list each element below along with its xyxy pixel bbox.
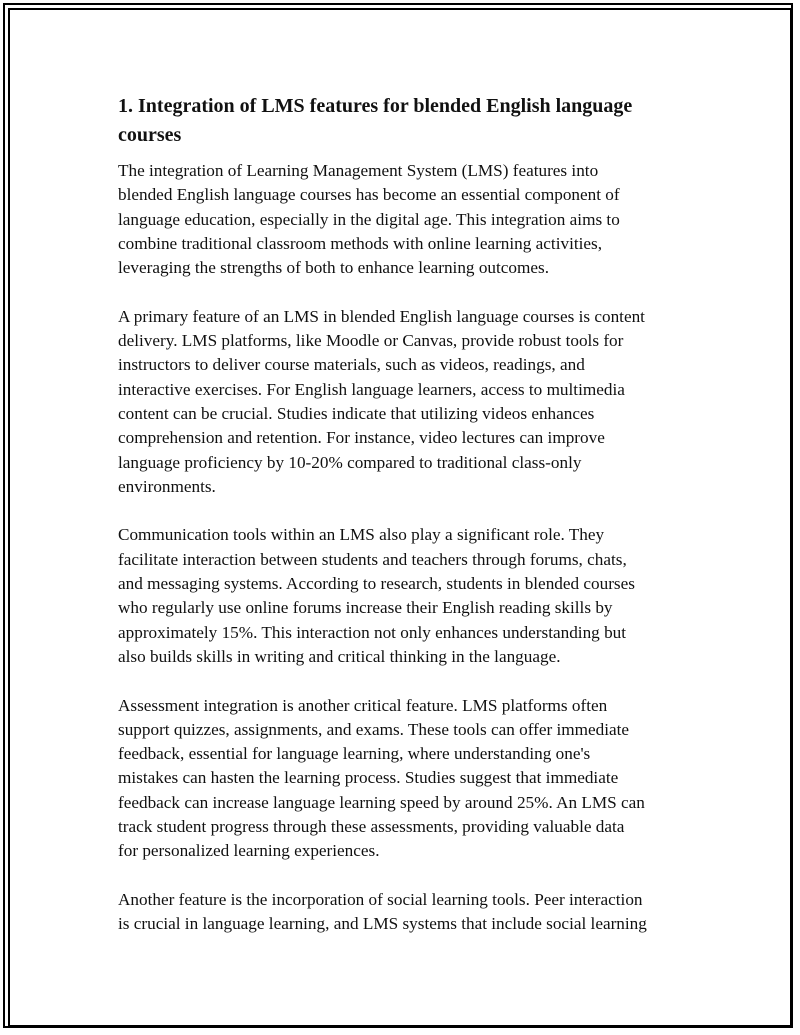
text-line: interactive exercises. For English language learners, access to multimedia: [118, 379, 625, 399]
text-line: facilitate interaction between students and teachers through forums, chats,: [118, 549, 627, 569]
text-line: environments.: [118, 476, 216, 496]
text-line: Assessment integration is another critical feature. LMS platforms often: [118, 695, 608, 715]
text-line: combine traditional classroom methods with online learning activities,: [118, 233, 603, 253]
text-line: The integration of Learning Management System (LMS) features into: [118, 161, 599, 180]
text-line: A primary feature of an LMS in blended English language courses is content: [118, 306, 645, 326]
text-line: blended English language courses has become an essential component of: [118, 185, 620, 205]
paragraph-communication-tools: [118, 523, 688, 669]
paragraph-social-learning: [118, 888, 688, 937]
text-line: leveraging the strengths of both to enhance learning outcomes.: [118, 258, 549, 278]
text-line: feedback, essential for language learning, where understanding one's: [118, 744, 591, 764]
heading-line: 1. Integration of LMS features for blended English language: [118, 95, 633, 117]
text-line: approximately 15%. This interaction not only enhances understanding but: [118, 622, 627, 642]
text-line: instructors to deliver course materials, such as videos, readings, and: [118, 355, 585, 375]
text-line: comprehension and retention. For instance, video lectures can improve: [118, 428, 605, 448]
text-line: mistakes can hasten the learning process. Studies suggest that immediate: [118, 768, 619, 788]
heading-line: courses: [118, 124, 182, 146]
text-line: and messaging systems. According to research, students in blended courses: [118, 574, 635, 594]
text-line: who regularly use online forums increase their English reading skills by: [118, 598, 613, 618]
text-line: is crucial in language learning, and LMS systems that include social learning: [118, 914, 647, 934]
text-line: also builds skills in writing and critical thinking in the language.: [118, 646, 561, 666]
text-line: content can be crucial. Studies indicate that utilizing videos enhances: [118, 403, 595, 423]
text-line: language education, especially in the digital age. This integration aims to: [118, 209, 620, 229]
text-line: for personalized learning experiences.: [118, 841, 380, 861]
text-line: track student progress through these assessments, providing valuable data: [118, 817, 625, 837]
paragraph-assessment: [118, 694, 688, 864]
text-line: language proficiency by 10-20% compared to traditional class-only: [118, 452, 582, 472]
section-heading: [118, 92, 688, 150]
text-line: feedback can increase language learning speed by around 25%. An LMS can: [118, 792, 645, 812]
text-line: Communication tools within an LMS also play a significant role. They: [118, 525, 605, 545]
text-line: Another feature is the incorporation of social learning tools. Peer interaction: [118, 889, 643, 909]
document-page: [118, 92, 688, 961]
text-line: delivery. LMS platforms, like Moodle or Canvas, provide robust tools for: [118, 331, 624, 351]
text-line: support quizzes, assignments, and exams. These tools can offer immediate: [118, 719, 630, 739]
paragraph-lms-integration: [118, 159, 688, 280]
paragraph-content-delivery: [118, 305, 688, 499]
